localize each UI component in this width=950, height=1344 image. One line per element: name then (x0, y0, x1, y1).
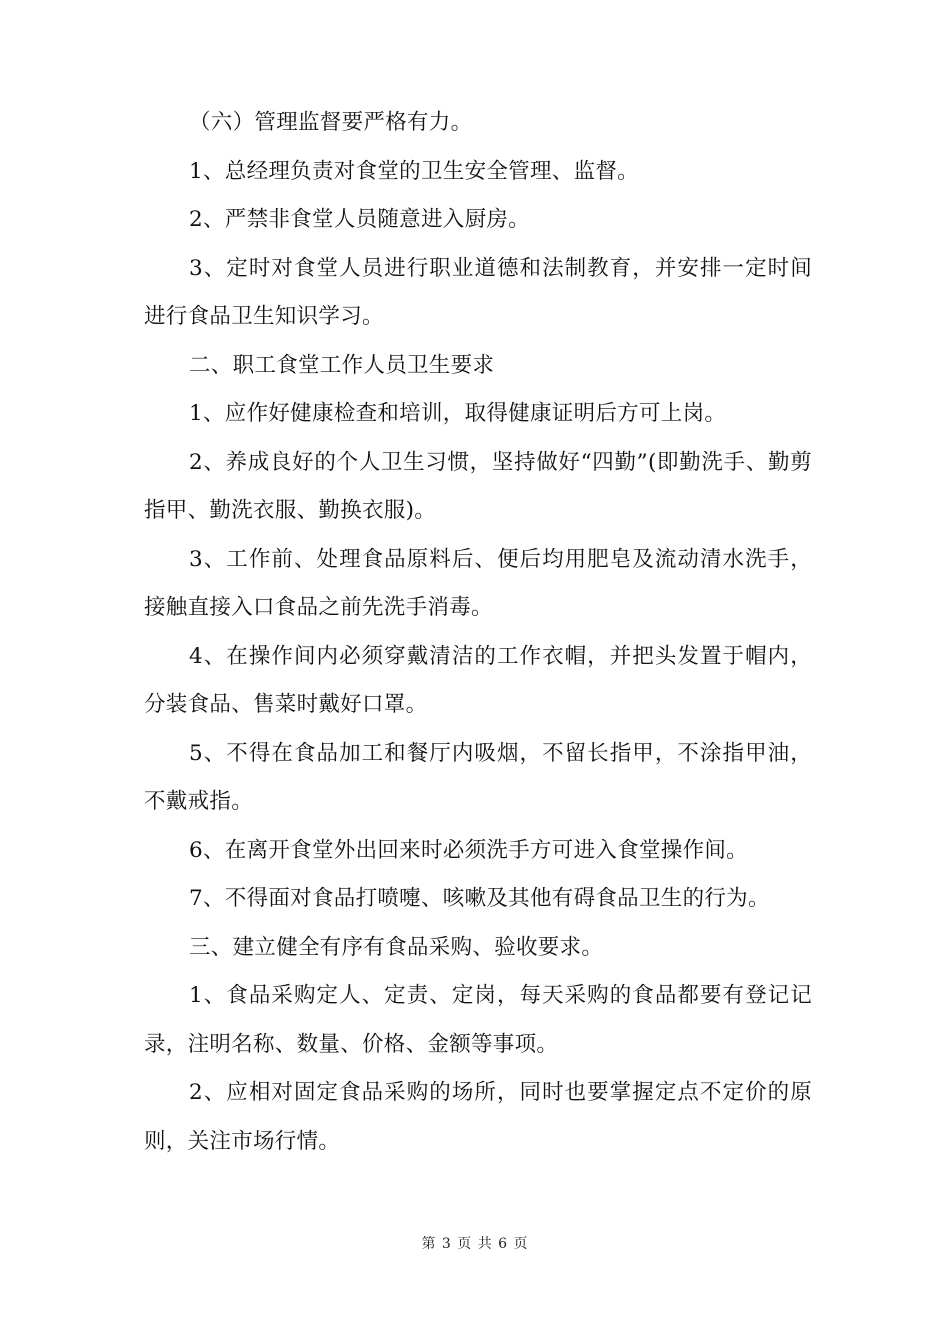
paragraph-section-six-heading: （六）管理监督要严格有力。 (189, 110, 473, 135)
paragraph-item: 3、定时对食堂人员进行职业道德和法制教育，并安排一定时间进行食品卫生知识学习。 (144, 255, 812, 329)
paragraph-item: 2、严禁非食堂人员随意进入厨房。 (189, 207, 530, 232)
page-number-footer: 第 3 页 共 6 页 (421, 1236, 529, 1252)
document-body (144, 99, 812, 1166)
paragraph-item: 1、总经理负责对食堂的卫生安全管理、监督。 (189, 158, 639, 184)
paragraph-item: 7、不得面对食品打喷嚏、咳嗽及其他有碍食品卫生的行为。 (189, 886, 770, 911)
paragraph-item: 1、食品采购定人、定责、定岗，每天采购的食品都要有登记记录，注明名称、数量、价格、金额等事项。 (144, 983, 812, 1057)
paragraph-section-three-heading: 三、建立健全有序有食品采购、验收要求。 (189, 934, 604, 960)
paragraph-item: 1、应作好健康检查和培训，取得健康证明后方可上岗。 (189, 401, 727, 426)
paragraph-item: 3、工作前、处理食品原料后、便后均用肥皂及流动清水洗手，接触直接入口食品之前先洗手消毒。 (144, 546, 812, 620)
paragraph-section-two-heading: 二、职工食堂工作人员卫生要求 (189, 352, 495, 378)
paragraph-item: 5、不得在食品加工和餐厅内吸烟，不留长指甲，不涂指甲油，不戴戒指。 (144, 740, 812, 814)
paragraph-item: 4、在操作间内必须穿戴清洁的工作衣帽，并把头发置于帽内，分装食品、售菜时戴好口罩。 (144, 643, 812, 717)
paragraph-item: 2、养成良好的个人卫生习惯，坚持做好“四勤”(即勤洗手、勤剪指甲、勤洗衣服、勤换衣服)。 (144, 449, 812, 523)
paragraph-item: 2、应相对固定食品采购的场所，同时也要掌握定点不定价的原则，关注市场行情。 (144, 1080, 812, 1154)
paragraph-item: 6、在离开食堂外出回来时必须洗手方可进入食堂操作间。 (189, 837, 748, 863)
